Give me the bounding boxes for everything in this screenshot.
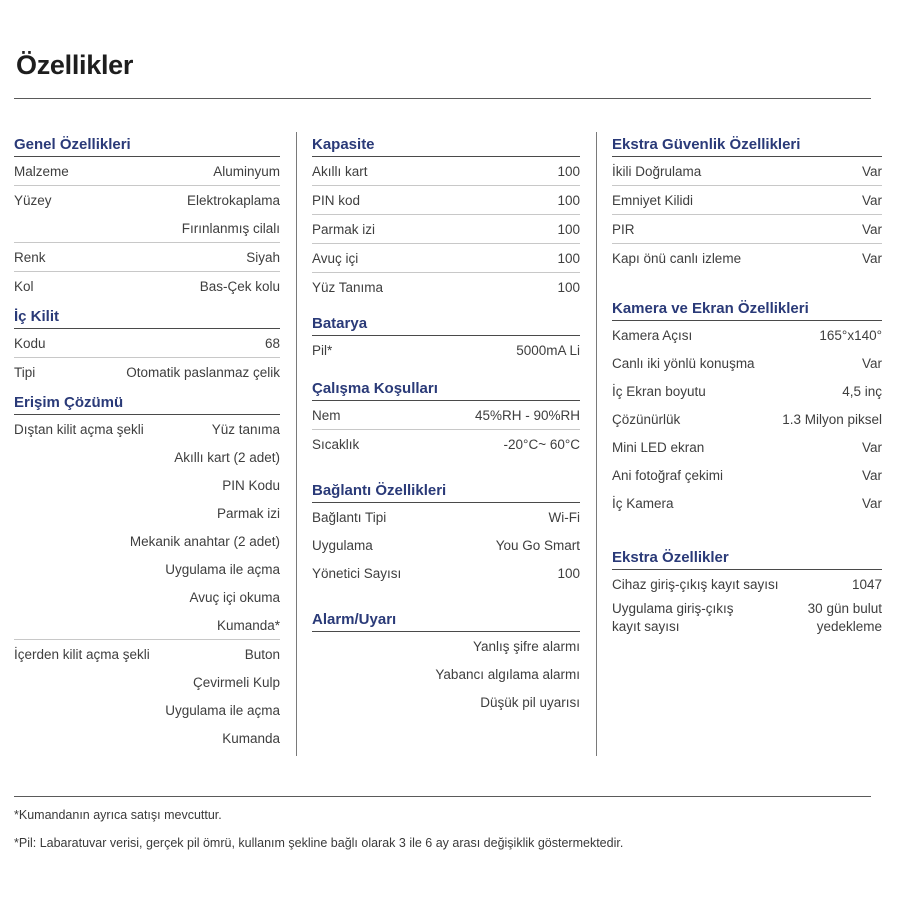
spec-row-yuzey [14, 186, 280, 214]
spec-value: 1.3 Milyon piksel [782, 411, 882, 427]
spec-key: Emniyet Kilidi [612, 192, 694, 208]
spec-row-renk [14, 243, 280, 272]
spec-key: Canlı iki yönlü konuşma [612, 355, 755, 371]
spec-key: PIR [612, 221, 635, 237]
spec-key: Renk [14, 249, 46, 265]
spec-row-kodu [14, 329, 280, 358]
spec-key: Parmak izi [312, 221, 376, 237]
spec-value: Siyah [246, 249, 280, 265]
spec-key: Sıcaklık [312, 436, 360, 452]
spec-row-akilli-kart [312, 157, 580, 186]
spec-key: Tipi [14, 364, 36, 380]
column-divider-1 [296, 132, 297, 756]
spec-row-yuzey-cont [14, 214, 280, 243]
spec-key: İkili Doğrulama [612, 163, 702, 179]
spec-value: PIN Kodu [222, 477, 280, 493]
section-title-ic-kilit: İç Kilit [14, 300, 280, 329]
spec-value: Kumanda* [216, 617, 280, 633]
spec-value: Var [861, 355, 882, 371]
spec-row-icerden-cont [14, 724, 280, 752]
spec-key: Kodu [14, 335, 46, 351]
spec-key: Yüz Tanıma [312, 279, 384, 295]
spec-key: Akıllı kart [312, 163, 368, 179]
spec-row-ekran-boyutu [612, 377, 882, 405]
spec-value: Mekanik anahtar (2 adet) [129, 533, 280, 549]
section-title-genel: Genel Özellikleri [14, 128, 280, 157]
spec-value: Avuç içi okuma [189, 589, 280, 605]
spec-value: 100 [557, 163, 580, 179]
spec-value: Fırınlanmış cilalı [181, 220, 280, 236]
spec-value: Aluminyum [213, 163, 280, 179]
column-left [14, 128, 280, 752]
spec-row-nem [312, 401, 580, 430]
section-title-erisim: Erişim Çözümü [14, 386, 280, 415]
spec-key: Çözünürlük [612, 411, 681, 427]
spec-row-distan-cont [14, 443, 280, 471]
spec-row-distan [14, 415, 280, 443]
spec-row-baglanti-tipi [312, 503, 580, 531]
spec-row-yonetici [312, 559, 580, 587]
spec-row-konusma [612, 349, 882, 377]
spec-value: 1047 [851, 576, 882, 592]
spec-key: Kapı önü canlı izleme [612, 250, 742, 266]
spec-key: İçerden kilit açma şekli [14, 646, 150, 662]
spec-key: İç Kamera [612, 495, 674, 511]
spec-row-avuc-ici [312, 244, 580, 273]
spec-value: Akıllı kart (2 adet) [174, 449, 280, 465]
spec-row-mini-led [612, 433, 882, 461]
spec-value: Var [861, 439, 882, 455]
spec-key: Avuç içi [312, 250, 359, 266]
spec-row-sicaklik [312, 430, 580, 458]
spec-key: Kamera Açısı [612, 327, 693, 343]
spec-row-kapi-onu [612, 244, 882, 272]
spec-key: Uygulama giriş-çıkış kayıt sayısı [612, 601, 734, 634]
section-title-kapasite: Kapasite [312, 128, 580, 157]
spec-row-icerden-cont [14, 696, 280, 724]
spec-value: Var [861, 192, 882, 208]
list-item [312, 632, 580, 660]
spec-row-kamera-acisi [612, 321, 882, 349]
spec-value: Elektrokaplama [186, 192, 280, 208]
spec-key: Pil* [312, 342, 333, 358]
spec-row-yuz-tanima [312, 273, 580, 301]
spec-value: Çevirmeli Kulp [192, 674, 280, 690]
spec-row-icerden-cont [14, 668, 280, 696]
section-title-ekstra: Ekstra Özellikler [612, 541, 882, 570]
section-title-kamera: Kamera ve Ekran Özellikleri [612, 292, 882, 321]
alarm-list [312, 632, 580, 716]
spec-value: Kumanda [222, 730, 280, 746]
section-title-alarm: Alarm/Uyarı [312, 603, 580, 632]
spec-value: 5000mA Li [516, 342, 580, 358]
spec-value: Uygulama ile açma [165, 702, 280, 718]
spec-value: 100 [557, 221, 580, 237]
list-item [312, 660, 580, 688]
spec-row-cihaz-giris [612, 570, 882, 598]
spec-row-pir [612, 215, 882, 244]
spec-row-malzeme [14, 157, 280, 186]
spec-value: Var [861, 163, 882, 179]
spec-row-pil [312, 336, 580, 364]
spec-row-distan-cont [14, 471, 280, 499]
spec-row-tipi [14, 358, 280, 386]
spec-row-uygulama-giris [612, 598, 882, 642]
spec-value: Buton [244, 646, 280, 662]
section-title-calisma: Çalışma Koşulları [312, 372, 580, 401]
spec-row-pin-kod [312, 186, 580, 215]
spec-value: Wi-Fi [548, 509, 580, 525]
spec-key: Kol [14, 278, 34, 294]
spec-row-ic-kamera [612, 489, 882, 517]
spec-value: Uygulama ile açma [165, 561, 280, 577]
title-divider [14, 98, 871, 99]
spec-key: Uygulama [312, 537, 373, 553]
section-title-baglanti: Bağlantı Özellikleri [312, 474, 580, 503]
column-divider-2 [596, 132, 597, 756]
spec-row-parmak-izi [312, 215, 580, 244]
column-middle [312, 128, 580, 716]
spec-value: 100 [557, 279, 580, 295]
spec-value: 100 [557, 565, 580, 581]
spec-value: 165°x140° [819, 327, 882, 343]
spec-key: Ani fotoğraf çekimi [612, 467, 724, 483]
spec-value: 4,5 inç [842, 383, 882, 399]
spec-key: PIN kod [312, 192, 361, 208]
alarm-item: Yabancı algılama alarmı [435, 666, 580, 682]
spec-value: Yüz tanıma [211, 421, 280, 437]
spec-value: Var [861, 221, 882, 237]
page-title: Özellikler [16, 50, 134, 80]
spec-row-ikili-dogrulama [612, 157, 882, 186]
footnote-kumanda: *Kumandanın ayrıca satışı mevcuttur. [14, 808, 222, 822]
alarm-item: Düşük pil uyarısı [480, 694, 580, 710]
spec-key: Dıştan kilit açma şekli [14, 421, 144, 437]
spec-row-distan-cont [14, 611, 280, 640]
footer-divider [14, 796, 871, 797]
section-title-batarya: Batarya [312, 307, 580, 336]
spec-value: 45%RH - 90%RH [474, 407, 580, 423]
alarm-item: Yanlış şifre alarmı [472, 638, 580, 654]
spec-row-icerden [14, 640, 280, 668]
list-item [312, 688, 580, 716]
spec-key: Yüzey [14, 192, 52, 208]
spec-row-uygulama [312, 531, 580, 559]
spec-value: Parmak izi [216, 505, 280, 521]
spec-row-cozunurluk [612, 405, 882, 433]
spec-value: You Go Smart [495, 537, 580, 553]
spec-value: -20°C~ 60°C [503, 436, 580, 452]
spec-row-distan-cont [14, 527, 280, 555]
spec-value: 100 [557, 192, 580, 208]
spec-key: Bağlantı Tipi [312, 509, 387, 525]
section-title-guvenlik: Ekstra Güvenlik Özellikleri [612, 128, 882, 157]
spec-row-emniyet-kilidi [612, 186, 882, 215]
spec-row-ani-fotograf [612, 461, 882, 489]
spec-value: Otomatik paslanmaz çelik [126, 364, 280, 380]
spec-value: 30 gün bulut yedekleme [807, 601, 882, 634]
spec-value: 68 [264, 335, 280, 351]
spec-value: 100 [557, 250, 580, 266]
footnote-pil: *Pil: Labaratuvar verisi, gerçek pil ömrü, kullanım şekline bağlı olarak 3 ile 6 ay arası değişiklik göstermektedir. [14, 836, 624, 850]
spec-row-distan-cont [14, 583, 280, 611]
spec-key: Cihaz giriş-çıkış kayıt sayısı [612, 576, 779, 592]
spec-key: Mini LED ekran [612, 439, 705, 455]
spec-key: Malzeme [14, 163, 69, 179]
spec-value: Var [861, 467, 882, 483]
column-right [612, 128, 882, 642]
spec-key: Nem [312, 407, 341, 423]
spec-row-kol [14, 272, 280, 300]
spec-row-distan-cont [14, 499, 280, 527]
spec-value: Var [861, 250, 882, 266]
spec-key: Yönetici Sayısı [312, 565, 402, 581]
spec-value: Bas-Çek kolu [199, 278, 280, 294]
spec-value: Var [861, 495, 882, 511]
spec-row-distan-cont [14, 555, 280, 583]
spec-key: İç Ekran boyutu [612, 383, 706, 399]
